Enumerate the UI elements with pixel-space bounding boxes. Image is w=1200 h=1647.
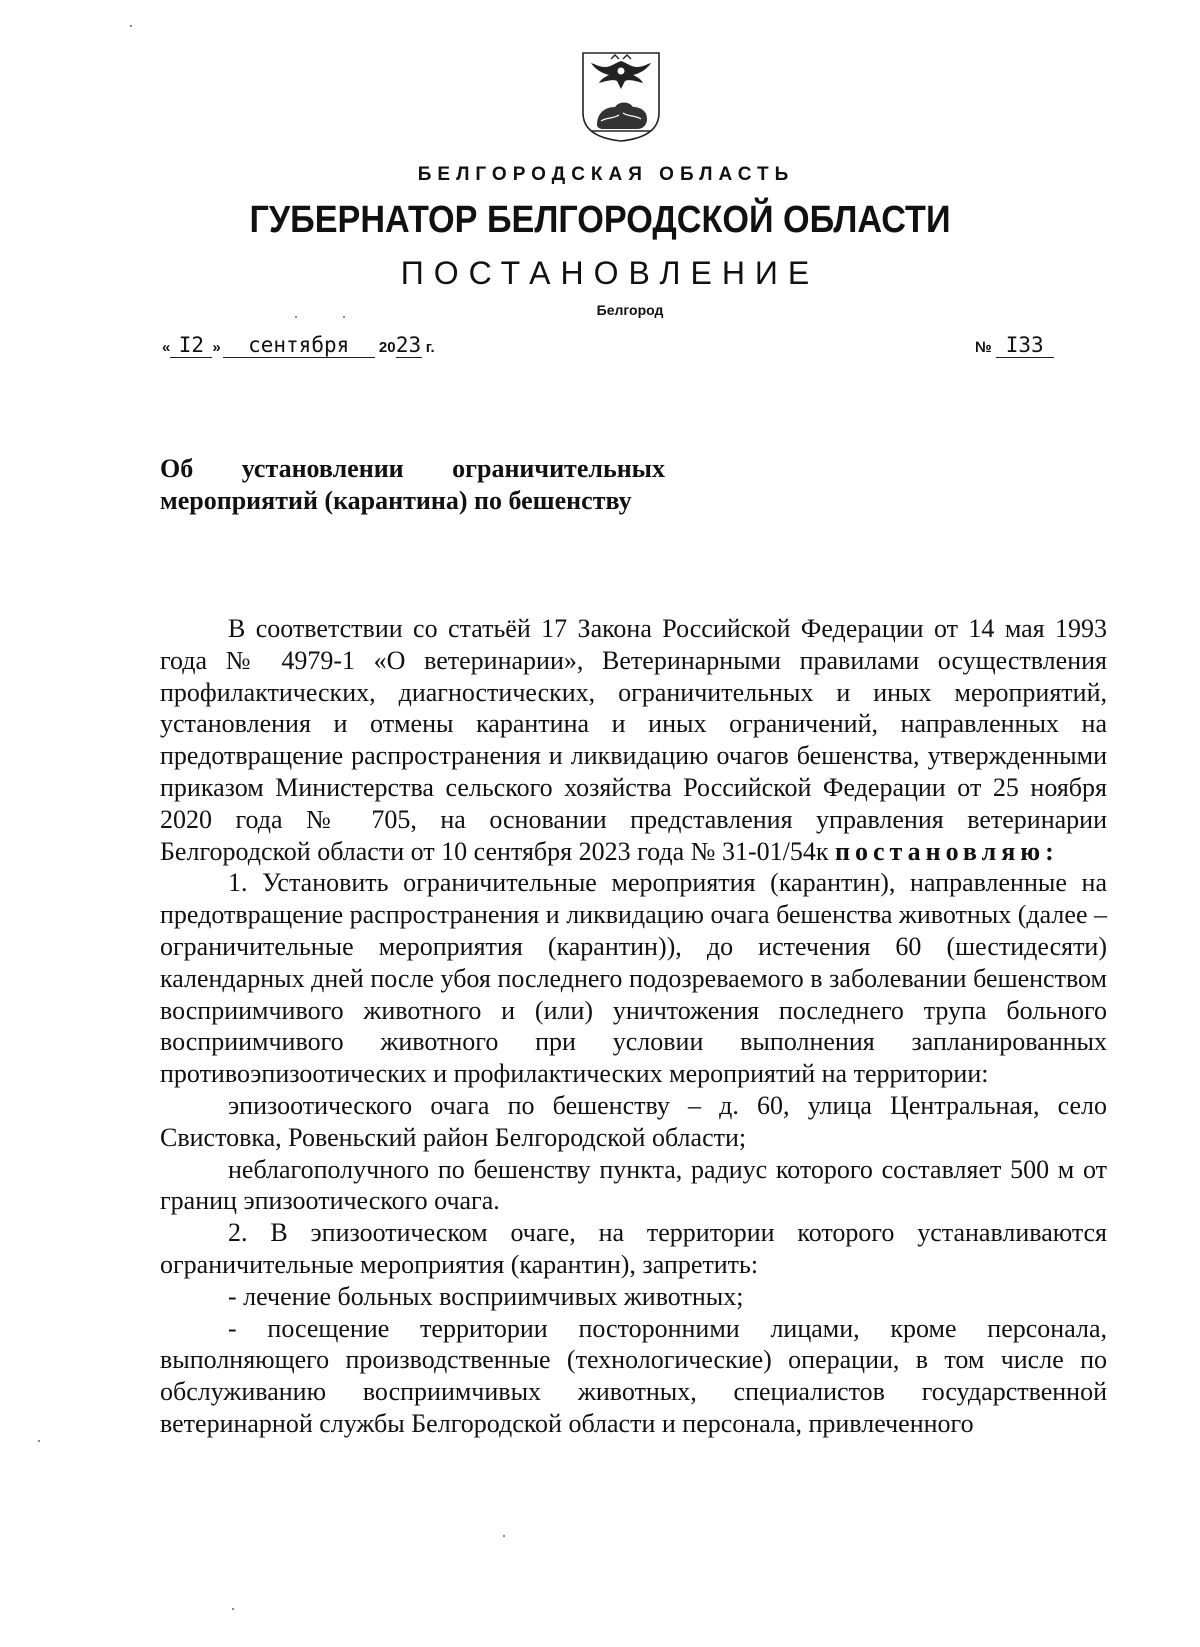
paragraph-1: 1. Установить ограничительные мероприятия (карантин), направленные на предотвращение распространения и ликвидацию очага бешенства животных (далее – ограничительные мероприятия (карантин)), до истечения 60 (шестидесяти) календарных дней после убоя последнего подозреваемого в заболевании бешенством восприимчивого животного и (или) уничтожения последнего трупа больного восприимчивого животного при условии выполнения запланированных противоэпизоотических и профилактических мероприятий на территории: — [160, 868, 1107, 1089]
scan-speck — [503, 1535, 505, 1537]
subject-line-2: мероприятий (карантина) по бешенству — [160, 486, 632, 515]
scan-speck — [295, 316, 297, 318]
subject-word-3: ограничительных — [452, 454, 665, 483]
date-year-suffix: 23 — [395, 333, 422, 357]
decree-keyword: постановляю: — [834, 836, 1059, 866]
number-label: № — [975, 339, 992, 356]
paragraph-1-item-area: неблагополучного по бешенству пункта, радиус которого составляет 500 м от границ эпизоотического очага. — [160, 1154, 1107, 1216]
scan-speck — [343, 316, 345, 318]
region-title: БЕЛГОРОДСКАЯ ОБЛАСТЬ — [417, 164, 795, 185]
subject-word-1: Об — [160, 454, 194, 483]
preamble-text: В соответствии со статьёй 17 Закона Российской Федерации от 14 мая 1993 года № 4979-1 «О ветеринарии», Ветеринарными правилами осуществления профилактических, диагностических, ограничительных и иных мероприятий, установления и отмены карантина и иных ограничений, направленных на предотвращение распространения и ликвидацию очагов бешенства, утвержденными приказом Министерства сельского хозяйства Российской Федерации от 25 ноября 2020 года № 705, на основании представления управления ветеринарии Белгородской области от 10 сентября 2023 года № 31-01/54к — [160, 614, 1107, 866]
number-value: I33 — [996, 333, 1054, 358]
document-subject — [160, 453, 665, 517]
paragraph-preamble — [160, 613, 1107, 867]
paragraph-2-item-visits: - посещение территории посторонними лицами, кроме персонала, выполняющего производственные (технологические) операции, в том числе по обслуживанию восприимчивых животных, специалистов государственной ветеринарной службы Белгородской области и персонала, привлеченного — [160, 1313, 1107, 1438]
governor-title: ГУБЕРНАТОР БЕЛГОРОДСКОЙ ОБЛАСТИ — [249, 199, 951, 241]
scan-speck — [38, 1440, 40, 1442]
paragraph-1-item-focus: эпизоотического очага по бешенству – д. 60, улица Центральная, село Свистовка, Ровеньский район Белгородской области; — [160, 1090, 1107, 1152]
document-body — [160, 613, 1107, 1440]
document-date — [162, 333, 435, 358]
date-open-quote: « — [162, 339, 171, 356]
scan-speck — [232, 1608, 234, 1610]
date-day: I2 — [170, 333, 212, 358]
scan-speck — [130, 25, 132, 27]
subject-word-2: установлении — [241, 454, 404, 483]
date-month: сентября — [223, 333, 375, 358]
city-label: Белгород — [596, 302, 664, 318]
coat-of-arms-icon — [581, 51, 661, 143]
date-close-quote: » — [212, 339, 221, 356]
document-type-title: ПОСТАНОВЛЕНИЕ — [400, 255, 820, 291]
paragraph-2-item-treatment: - лечение больных восприимчивых животных; — [228, 1281, 744, 1311]
date-year-prefix: 20 — [378, 339, 396, 356]
document-number — [975, 333, 1054, 358]
paragraph-2: 2. В эпизоотическом очаге, на территории которого устанавливаются ограничительные мероприятия (карантин), запретить: — [160, 1218, 1107, 1279]
date-year-mark: г. — [425, 339, 435, 356]
